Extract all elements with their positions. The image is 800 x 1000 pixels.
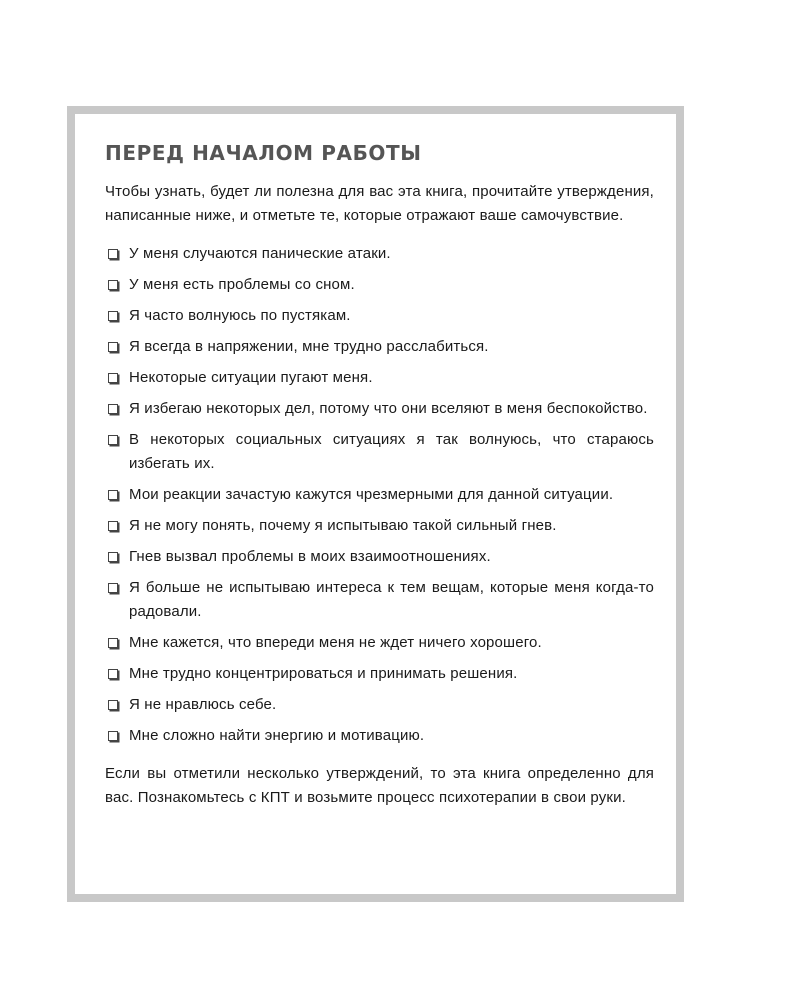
outro-paragraph: Если вы отметили несколько утверждений, то эта книга определенно для вас. Познакомьтесь с КПТ и возьмите процесс психотерапии в свои руки. bbox=[105, 765, 654, 806]
checkbox-icon[interactable] bbox=[108, 521, 118, 531]
checklist-item[interactable] bbox=[105, 273, 654, 297]
intro-paragraph: Чтобы узнать, будет ли полезна для вас эта книга, прочитайте утверждения, написанные ниже, и отметьте те, которые отражают ваше самочувствие. bbox=[105, 183, 654, 224]
checklist-item[interactable] bbox=[105, 304, 654, 328]
checklist-panel bbox=[67, 106, 684, 902]
checklist-item-label: Некоторые ситуации пугают меня. bbox=[129, 369, 373, 386]
checklist-item[interactable] bbox=[105, 366, 654, 390]
checklist-item[interactable] bbox=[105, 662, 654, 686]
checkbox-icon[interactable] bbox=[108, 373, 118, 383]
checklist-item[interactable] bbox=[105, 576, 654, 624]
checklist-item-label: Я часто волнуюсь по пустякам. bbox=[129, 307, 351, 324]
checklist-item[interactable] bbox=[105, 428, 654, 476]
checkbox-icon[interactable] bbox=[108, 638, 118, 648]
checkbox-icon[interactable] bbox=[108, 280, 118, 290]
checklist-item-label: Я всегда в напряжении, мне трудно расслабиться. bbox=[129, 338, 489, 355]
checkbox-icon[interactable] bbox=[108, 700, 118, 710]
checkbox-icon[interactable] bbox=[108, 669, 118, 679]
checklist-item[interactable] bbox=[105, 545, 654, 569]
checklist-item[interactable] bbox=[105, 397, 654, 421]
checklist-item[interactable] bbox=[105, 631, 654, 655]
checklist-item-label: Мои реакции зачастую кажутся чрезмерными для данной ситуации. bbox=[129, 486, 614, 503]
checklist-item-label: У меня есть проблемы со сном. bbox=[129, 276, 355, 293]
checkbox-icon[interactable] bbox=[108, 311, 118, 321]
checklist-item[interactable] bbox=[105, 724, 654, 748]
checkbox-icon[interactable] bbox=[108, 583, 118, 593]
checkbox-icon[interactable] bbox=[108, 435, 118, 445]
checklist-item-label: Мне сложно найти энергию и мотивацию. bbox=[129, 727, 425, 744]
checklist-item-label: Мне трудно концентрироваться и принимать решения. bbox=[129, 665, 518, 682]
checklist-item-label: Я не нравлюсь себе. bbox=[129, 696, 277, 713]
checklist-item-label: Я больше не испытываю интереса к тем вещам, которые меня когда-то радовали. bbox=[129, 579, 654, 620]
checklist-item-label: Я не могу понять, почему я испытываю такой сильный гнев. bbox=[129, 517, 557, 534]
checkbox-icon[interactable] bbox=[108, 404, 118, 414]
checklist-item[interactable] bbox=[105, 335, 654, 359]
checkbox-icon[interactable] bbox=[108, 552, 118, 562]
checkbox-icon[interactable] bbox=[108, 249, 118, 259]
checklist-item-label: Гнев вызвал проблемы в моих взаимоотношениях. bbox=[129, 548, 491, 565]
page-title: ПЕРЕД НАЧАЛОМ РАБОТЫ bbox=[105, 141, 422, 165]
checklist-item-label: Я избегаю некоторых дел, потому что они вселяют в меня беспокойство. bbox=[129, 400, 648, 417]
checkbox-icon[interactable] bbox=[108, 731, 118, 741]
checklist-item-label: У меня случаются панические атаки. bbox=[129, 245, 391, 262]
checklist-item[interactable] bbox=[105, 483, 654, 507]
statement-checklist bbox=[105, 242, 654, 748]
checklist-item-label: В некоторых социальных ситуациях я так волнуюсь, что стараюсь избегать их. bbox=[129, 431, 654, 472]
checkbox-icon[interactable] bbox=[108, 342, 118, 352]
checklist-item[interactable] bbox=[105, 242, 654, 266]
checklist-item[interactable] bbox=[105, 514, 654, 538]
checklist-item[interactable] bbox=[105, 693, 654, 717]
checkbox-icon[interactable] bbox=[108, 490, 118, 500]
checklist-item-label: Мне кажется, что впереди меня не ждет ничего хорошего. bbox=[129, 634, 542, 651]
panel-content bbox=[105, 140, 654, 810]
